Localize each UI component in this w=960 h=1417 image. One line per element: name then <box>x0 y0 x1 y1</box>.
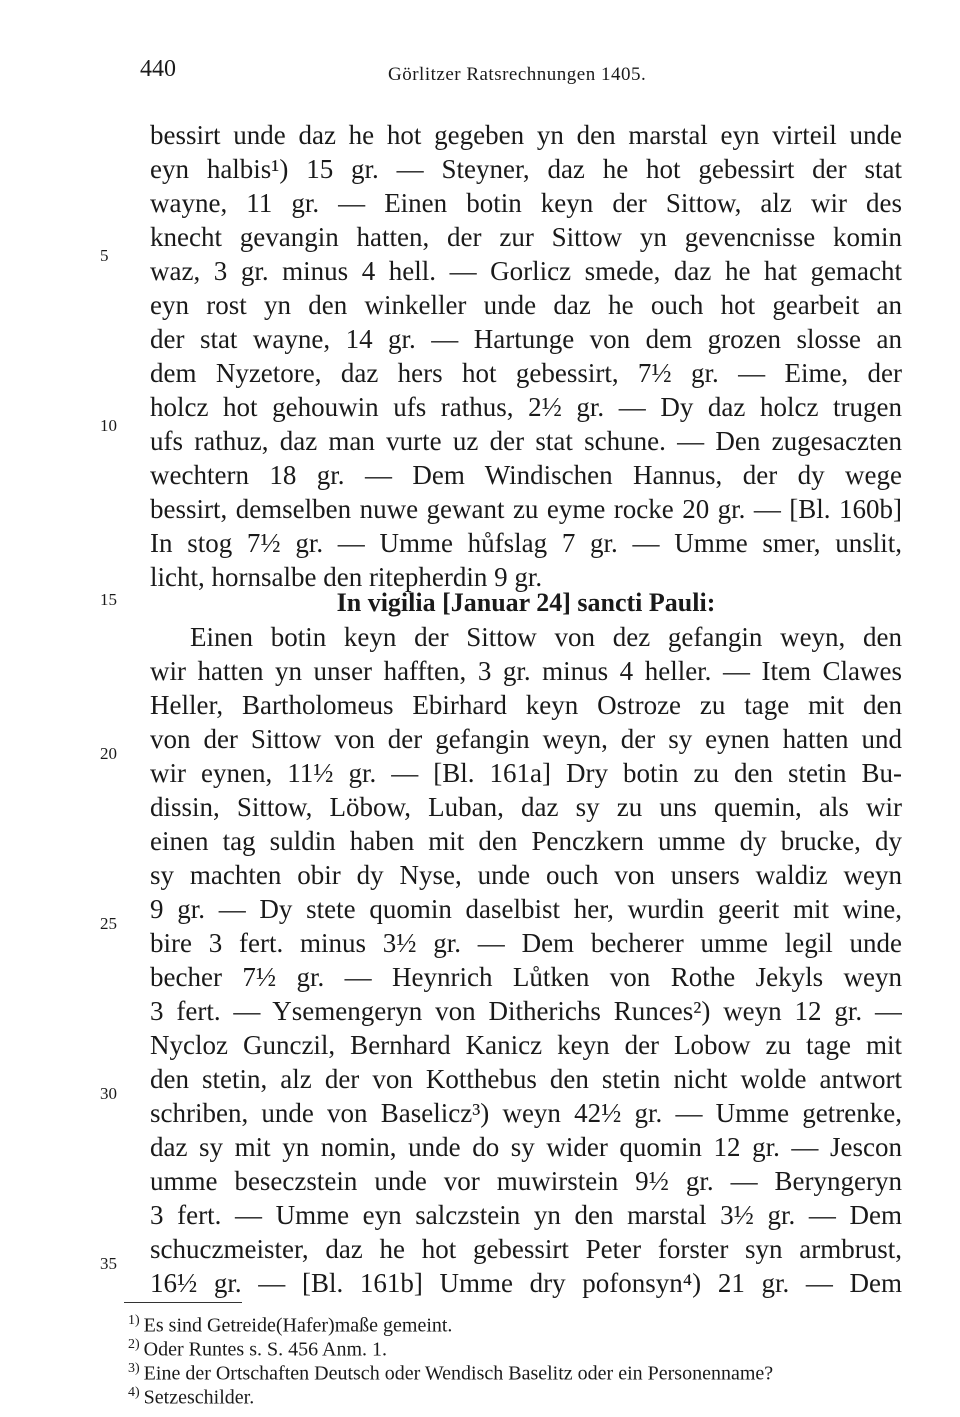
line-number: 35 <box>100 1254 117 1273</box>
section-heading: In vigilia [Januar 24] sancti Pauli: <box>336 588 716 617</box>
text-line: licht, hornsalbe den ritepherdin 9 gr. <box>150 562 543 592</box>
text-line: bessirt unde daz he hot gegeben yn den marstal eyn virteil unde <box>150 120 902 150</box>
footnote-marker: 1) <box>128 1313 140 1328</box>
footnote-text: Setzeschilder. <box>143 1386 255 1409</box>
text-line: waz, 3 gr. minus 4 hell. — Gorlicz smede, daz he hat gemacht <box>150 256 902 286</box>
text-line: sy machten obir dy Nyse, unde ouch von unsers waldiz weyn <box>150 860 902 890</box>
text-line: 3 fert. — Ysemengeryn von Ditherichs Runces²) weyn 12 gr. — <box>150 996 902 1026</box>
footnote-text: Oder Runtes s. S. 456 Anm. 1. <box>143 1338 388 1361</box>
footnote-marker: 2) <box>128 1337 140 1352</box>
footnote-text: Es sind Getreide(Hafer)maße gemeint. <box>143 1314 453 1337</box>
running-title: Görlitzer Ratsrechnungen 1405. <box>388 64 647 85</box>
footnote-marker: 4) <box>128 1385 140 1400</box>
text-line: umme beseczstein unde vor muwirstein 9½ gr. — Beryngeryn <box>150 1166 902 1196</box>
footnote <box>128 1334 888 1361</box>
text-line: Einen botin keyn der Sittow von dez gefangin weyn, den <box>190 622 902 652</box>
text-line: In stog 7½ gr. — Umme hůfslag 7 gr. — Umme smer, unslit, <box>150 528 902 558</box>
text-line: schuczmeister, daz he hot gebessirt Peter forster syn armbrust, <box>150 1234 902 1264</box>
line-number: 10 <box>100 416 117 435</box>
text-line: bessirt, demselben nuwe gewant zu eyme rocke 20 gr. — [Bl. 160b] <box>150 494 902 524</box>
text-line: eyn rost yn den winkeller unde daz he ouch hot gearbeit an <box>150 290 902 320</box>
text-line: 16½ gr. — [Bl. 161b] Umme dry pofonsyn⁴) 21 gr. — Dem <box>150 1268 902 1298</box>
text-line: von der Sittow von der gefangin weyn, der sy eynen hatten und <box>150 724 902 754</box>
text-line: daz sy mit yn nomin, unde do sy wider quomin 12 gr. — Jescon <box>150 1132 902 1162</box>
text-line: eyn halbis¹) 15 gr. — Steyner, daz he hot gebessirt der stat <box>150 154 902 184</box>
text-line: schriben, unde von Baselicz³) weyn 42½ gr. — Umme getrenke, <box>150 1098 902 1128</box>
text-line: den stetin, alz der von Kotthebus den stetin nicht wolde antwort <box>150 1064 902 1094</box>
footnote-text: Eine der Ortschaften Deutsch oder Wendisch Baselitz oder ein Personenname? <box>143 1362 774 1385</box>
footnote <box>128 1358 888 1385</box>
text-line: bire 3 fert. minus 3½ gr. — Dem becherer umme legil unde <box>150 928 902 958</box>
text-line: der stat wayne, 14 gr. — Hartunge von dem grozen slosse an <box>150 324 902 354</box>
text-line: knecht gevangin hatten, der zur Sittow yn gevencnisse komin <box>150 222 902 252</box>
text-line: wir hatten yn unser hafften, 3 gr. minus 4 heller. — Item Clawes <box>150 656 902 686</box>
text-line: wechtern 18 gr. — Dem Windischen Hannus, der dy wege <box>150 460 902 490</box>
line-number: 20 <box>100 744 117 763</box>
text-line: dem Nyzetore, daz hers hot gebessirt, 7½ gr. — Eime, der <box>150 358 902 388</box>
text-line: becher 7½ gr. — Heynrich Lůtken von Rothe Jekyls weyn <box>150 962 902 992</box>
text-line: holcz hot gehouwin ufs rathus, 2½ gr. — Dy daz holcz trugen <box>150 392 902 422</box>
text-line: Nycloz Gunczil, Bernhard Kanicz keyn der Lobow zu tage mit <box>150 1030 902 1060</box>
text-line: einen tag suldin haben mit den Penczkern umme dy brucke, dy <box>150 826 902 856</box>
text-line: 9 gr. — Dy stete quomin daselbist her, wurdin geerit mit wine, <box>150 894 902 924</box>
text-line: wir eynen, 11½ gr. — [Bl. 161a] Dry botin zu den stetin Bu- <box>150 758 902 788</box>
text-line: Heller, Bartholomeus Ebirhard keyn Ostroze zu tage mit den <box>150 690 902 720</box>
text-line: 3 fert. — Umme eyn salczstein yn den marstal 3½ gr. — Dem <box>150 1200 902 1230</box>
text-line: wayne, 11 gr. — Einen botin keyn der Sittow, alz wir des <box>150 188 902 218</box>
footnote <box>128 1310 888 1337</box>
footnote-rule <box>124 1302 242 1303</box>
page-number: 440 <box>140 56 176 82</box>
text-line: ufs rathuz, daz man vurte uz der stat schune. — Den zugesaczten <box>150 426 902 456</box>
line-number: 25 <box>100 914 117 933</box>
line-number: 15 <box>100 590 117 609</box>
line-number: 5 <box>100 246 109 265</box>
footnote <box>128 1382 888 1409</box>
footnote-marker: 3) <box>128 1361 140 1376</box>
line-number: 30 <box>100 1084 117 1103</box>
text-line: dissin, Sittow, Löbow, Luban, daz sy zu uns quemin, als wir <box>150 792 902 822</box>
